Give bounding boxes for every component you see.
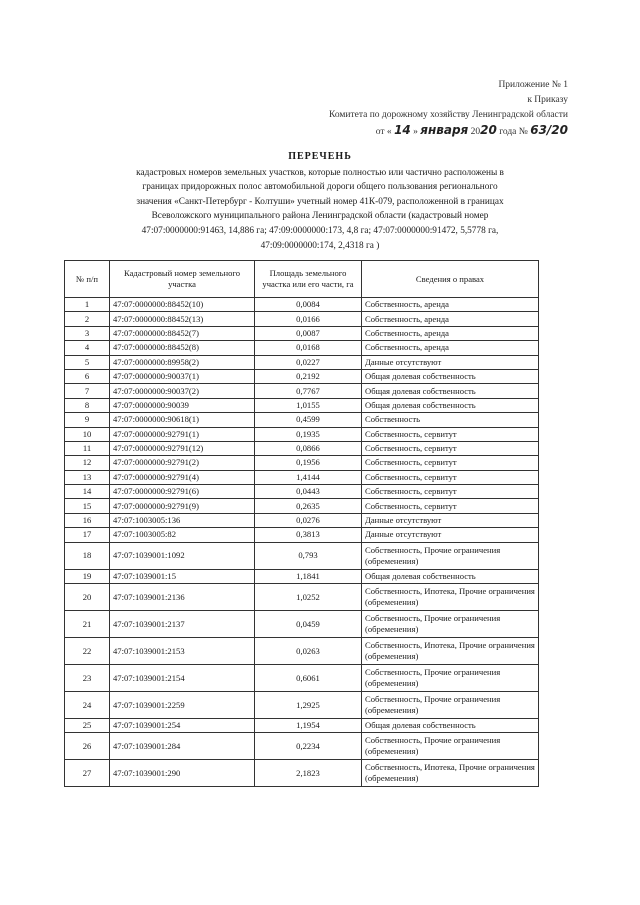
title-line-4: Всеволожского муниципального района Ленинградской области (кадастровый номер <box>151 211 489 222</box>
cadastral-number: 47:07:1039001:15 <box>110 569 255 583</box>
rights-info: Собственность, сервитут <box>362 470 539 484</box>
cadastral-number: 47:07:1039001:284 <box>110 733 255 760</box>
cadastral-number: 47:07:1039001:2137 <box>110 611 255 638</box>
header-rights-info: Сведения о правах <box>362 261 539 298</box>
row-number: 18 <box>65 542 110 569</box>
area-value: 0,7767 <box>255 384 362 398</box>
area-value: 0,793 <box>255 542 362 569</box>
row-number: 11 <box>65 441 110 455</box>
table-row <box>65 528 539 542</box>
title-line-6: 47:09:0000000:174, 2,4318 га ) <box>260 240 380 251</box>
table-row <box>65 427 539 441</box>
area-value: 0,2234 <box>255 733 362 760</box>
row-number: 5 <box>65 355 110 369</box>
area-value: 1,1841 <box>255 569 362 583</box>
land-plots-table <box>64 260 539 787</box>
cadastral-number: 47:07:1039001:2136 <box>110 584 255 611</box>
row-number: 4 <box>65 341 110 355</box>
table-row <box>65 456 539 470</box>
order-date-line <box>268 123 568 140</box>
cadastral-number: 47:07:0000000:92791(1) <box>110 427 255 441</box>
date-year-handwritten: 20 <box>480 123 497 137</box>
header-cadastral-number: Кадастровый номер земельного участка <box>110 261 255 298</box>
row-number: 23 <box>65 665 110 692</box>
cadastral-number: 47:07:1039001:254 <box>110 719 255 733</box>
title-line-1: кадастровых номеров земельных участков, которые полностью или частично расположены в <box>136 167 504 178</box>
table-row <box>65 413 539 427</box>
table-row <box>65 312 539 326</box>
area-value: 0,6061 <box>255 665 362 692</box>
header-number: № п/п <box>65 261 110 298</box>
table-row <box>65 298 539 312</box>
area-value: 0,2192 <box>255 369 362 383</box>
row-number: 1 <box>65 298 110 312</box>
area-value: 0,1935 <box>255 427 362 441</box>
rights-info: Собственность <box>362 413 539 427</box>
rights-info: Собственность, сервитут <box>362 499 539 513</box>
cadastral-number: 47:07:0000000:90618(1) <box>110 413 255 427</box>
rights-info: Собственность, сервитут <box>362 427 539 441</box>
rights-info: Собственность, Прочие ограничения (обременения) <box>362 542 539 569</box>
rights-info: Общая долевая собственность <box>362 719 539 733</box>
title-line-3: значения «Санкт-Петербург - Колтуши» учетный номер 41К-079, расположенной в границах <box>136 196 504 207</box>
header-area: Площадь земельного участка или его части, га <box>255 261 362 298</box>
table-row <box>65 542 539 569</box>
area-value: 0,4599 <box>255 413 362 427</box>
rights-info: Собственность, Ипотека, Прочие ограничения (обременения) <box>362 760 539 787</box>
area-value: 0,0866 <box>255 441 362 455</box>
row-number: 27 <box>65 760 110 787</box>
rights-info: Общая долевая собственность <box>362 384 539 398</box>
table-row <box>65 692 539 719</box>
cadastral-number: 47:07:1039001:290 <box>110 760 255 787</box>
area-value: 2,1823 <box>255 760 362 787</box>
row-number: 20 <box>65 584 110 611</box>
table-row <box>65 733 539 760</box>
rights-info: Общая долевая собственность <box>362 398 539 412</box>
cadastral-number: 47:07:1003005:82 <box>110 528 255 542</box>
row-number: 21 <box>65 611 110 638</box>
table-row <box>65 485 539 499</box>
rights-info: Собственность, Прочие ограничения (обременения) <box>362 692 539 719</box>
rights-info: Данные отсутствуют <box>362 355 539 369</box>
cadastral-number: 47:07:0000000:89958(2) <box>110 355 255 369</box>
date-day-handwritten: 14 <box>394 123 411 137</box>
row-number: 19 <box>65 569 110 583</box>
area-value: 1,4144 <box>255 470 362 484</box>
area-value: 0,0168 <box>255 341 362 355</box>
cadastral-number: 47:07:0000000:92791(4) <box>110 470 255 484</box>
row-number: 16 <box>65 513 110 527</box>
table-header-row <box>65 261 539 298</box>
area-value: 0,3813 <box>255 528 362 542</box>
table-row <box>65 638 539 665</box>
rights-info: Собственность, Ипотека, Прочие ограничения (обременения) <box>362 638 539 665</box>
row-number: 2 <box>65 312 110 326</box>
row-number: 10 <box>65 427 110 441</box>
row-number: 14 <box>65 485 110 499</box>
area-value: 0,0087 <box>255 326 362 340</box>
date-mid: » <box>413 127 418 137</box>
rights-info: Собственность, аренда <box>362 298 539 312</box>
table-row <box>65 398 539 412</box>
row-number: 15 <box>65 499 110 513</box>
area-value: 0,0084 <box>255 298 362 312</box>
table-row <box>65 760 539 787</box>
date-year-suffix: года № <box>499 127 528 137</box>
row-number: 3 <box>65 326 110 340</box>
area-value: 1,1954 <box>255 719 362 733</box>
table-row <box>65 341 539 355</box>
rights-info: Собственность, аренда <box>362 326 539 340</box>
row-number: 9 <box>65 413 110 427</box>
rights-info: Данные отсутствуют <box>362 528 539 542</box>
table-row <box>65 384 539 398</box>
document-title: ПЕРЕЧЕНЬ <box>288 151 352 162</box>
row-number: 17 <box>65 528 110 542</box>
cadastral-number: 47:07:1039001:1092 <box>110 542 255 569</box>
rights-info: Собственность, аренда <box>362 341 539 355</box>
area-value: 0,0459 <box>255 611 362 638</box>
table-row <box>65 665 539 692</box>
rights-info: Собственность, сервитут <box>362 456 539 470</box>
row-number: 25 <box>65 719 110 733</box>
table-body <box>65 298 539 787</box>
cadastral-number: 47:07:0000000:88452(10) <box>110 298 255 312</box>
appendix-header <box>268 78 568 140</box>
row-number: 8 <box>65 398 110 412</box>
rights-info: Собственность, аренда <box>362 312 539 326</box>
area-value: 0,0443 <box>255 485 362 499</box>
table-row <box>65 441 539 455</box>
order-reference: к Приказу <box>527 95 568 105</box>
rights-info: Собственность, Прочие ограничения (обременения) <box>362 665 539 692</box>
document-title-block <box>60 150 580 253</box>
rights-info: Общая долевая собственность <box>362 369 539 383</box>
cadastral-number: 47:07:0000000:92791(9) <box>110 499 255 513</box>
area-value: 1,0155 <box>255 398 362 412</box>
table-row <box>65 611 539 638</box>
rights-info: Собственность, Ипотека, Прочие ограничения (обременения) <box>362 584 539 611</box>
table-row <box>65 569 539 583</box>
rights-info: Собственность, Прочие ограничения (обременения) <box>362 733 539 760</box>
row-number: 7 <box>65 384 110 398</box>
table-row <box>65 326 539 340</box>
cadastral-number: 47:07:0000000:90037(1) <box>110 369 255 383</box>
cadastral-number: 47:07:1039001:2259 <box>110 692 255 719</box>
table-row <box>65 369 539 383</box>
area-value: 0,1956 <box>255 456 362 470</box>
title-line-5: 47:07:0000000:91463, 14,886 га; 47:09:0000000:173, 4,8 га; 47:07:0000000:91472, 5,5778 га, <box>141 225 499 236</box>
row-number: 24 <box>65 692 110 719</box>
committee-name: Комитета по дорожному хозяйству Ленинградской области <box>328 110 568 120</box>
row-number: 12 <box>65 456 110 470</box>
row-number: 22 <box>65 638 110 665</box>
cadastral-number: 47:07:0000000:88452(13) <box>110 312 255 326</box>
table-row <box>65 513 539 527</box>
date-prefix: от « <box>375 127 392 137</box>
document-number-handwritten: 63/20 <box>530 123 568 137</box>
rights-info: Общая долевая собственность <box>362 569 539 583</box>
cadastral-number: 47:07:0000000:92791(2) <box>110 456 255 470</box>
area-value: 0,0166 <box>255 312 362 326</box>
title-line-2: границах придорожных полос автомобильной дороги общего пользования регионального <box>142 182 498 193</box>
cadastral-number: 47:07:0000000:92791(6) <box>110 485 255 499</box>
rights-info: Данные отсутствуют <box>362 513 539 527</box>
area-value: 0,0263 <box>255 638 362 665</box>
row-number: 13 <box>65 470 110 484</box>
table-row <box>65 719 539 733</box>
cadastral-number: 47:07:0000000:88452(8) <box>110 341 255 355</box>
row-number: 6 <box>65 369 110 383</box>
area-value: 0,0227 <box>255 355 362 369</box>
cadastral-number: 47:07:1003005:136 <box>110 513 255 527</box>
cadastral-number: 47:07:0000000:88452(7) <box>110 326 255 340</box>
table-row <box>65 355 539 369</box>
area-value: 1,0252 <box>255 584 362 611</box>
table-row <box>65 584 539 611</box>
cadastral-number: 47:07:0000000:92791(12) <box>110 441 255 455</box>
area-value: 0,2635 <box>255 499 362 513</box>
table-row <box>65 470 539 484</box>
rights-info: Собственность, сервитут <box>362 485 539 499</box>
table-row <box>65 499 539 513</box>
appendix-number: Приложение № 1 <box>498 80 568 90</box>
rights-info: Собственность, сервитут <box>362 441 539 455</box>
row-number: 26 <box>65 733 110 760</box>
cadastral-number: 47:07:0000000:90037(2) <box>110 384 255 398</box>
cadastral-number: 47:07:0000000:90039 <box>110 398 255 412</box>
date-year-prefix: 20 <box>470 127 481 137</box>
area-value: 1,2925 <box>255 692 362 719</box>
cadastral-number: 47:07:1039001:2153 <box>110 638 255 665</box>
rights-info: Собственность, Прочие ограничения (обременения) <box>362 611 539 638</box>
cadastral-number: 47:07:1039001:2154 <box>110 665 255 692</box>
date-month-handwritten: января <box>420 123 469 137</box>
area-value: 0,0276 <box>255 513 362 527</box>
